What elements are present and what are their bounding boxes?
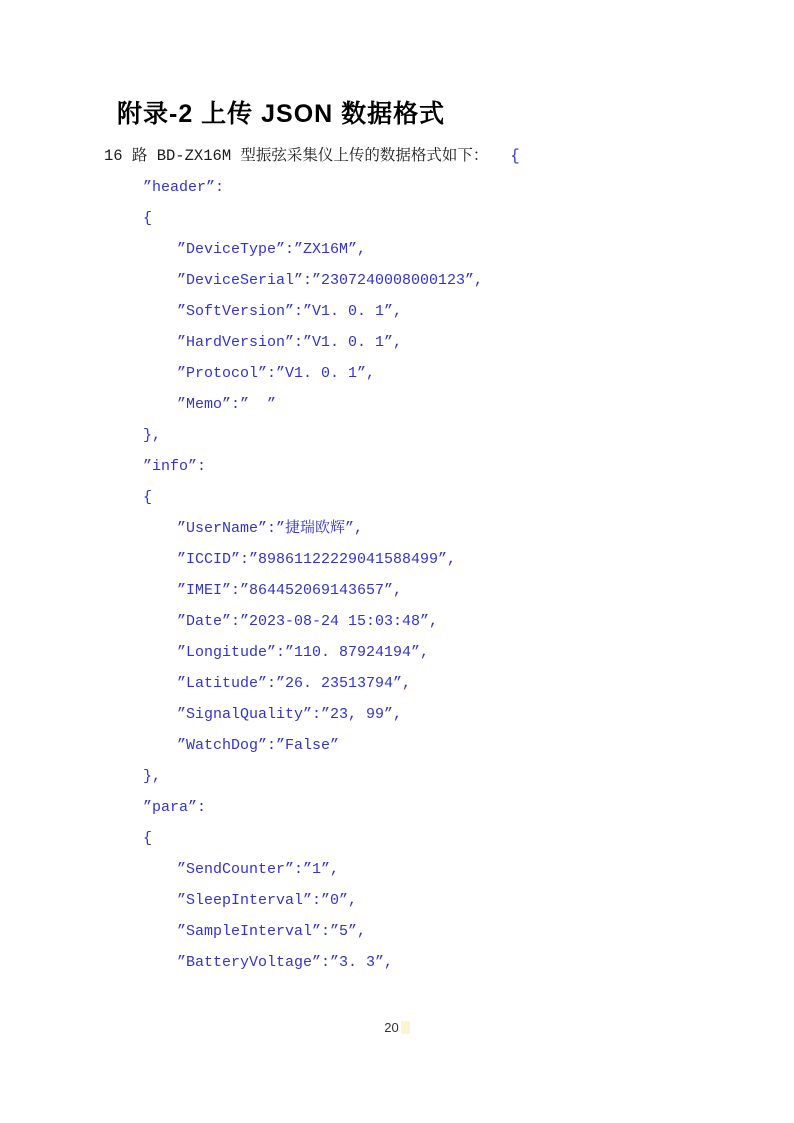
json-code-line: ”SleepInterval”:”0”, (177, 892, 358, 909)
json-code-line: ”Memo”:” ” (177, 396, 277, 413)
json-code-line: ”UserName”:”捷瑞欧辉”, (177, 520, 364, 537)
page-number: 20 (384, 1020, 399, 1035)
intro-open-brace: { (510, 147, 520, 165)
json-code-line: ”ICCID”:”89861122229041588499”, (177, 551, 457, 568)
appendix-title: 附录-2 上传 JSON 数据格式 (117, 100, 446, 128)
json-code-line: ”DeviceSerial”:”2307240008000123”, (177, 272, 484, 289)
json-code-line: ”SendCounter”:”1”, (177, 861, 340, 878)
json-code-line: { (143, 210, 153, 227)
json-code-line: ”Longitude”:”110. 87924194”, (177, 644, 430, 661)
intro-spacer (488, 147, 510, 165)
json-code-block (143, 172, 483, 978)
json-code-line: ”HardVersion”:”V1. 0. 1”, (177, 334, 403, 351)
json-code-line: ”Latitude”:”26. 23513794”, (177, 675, 412, 692)
intro-line (104, 143, 520, 165)
json-code-line: ”DeviceType”:”ZX16M”, (177, 241, 367, 258)
field-shading-mark (401, 1021, 410, 1034)
json-code-line: { (143, 489, 153, 506)
json-code-line: ”header”: (143, 179, 225, 196)
json-code-line: ”SampleInterval”:”5”, (177, 923, 367, 940)
json-code-line: ”IMEI”:”864452069143657”, (177, 582, 403, 599)
json-code-line: ”Protocol”:”V1. 0. 1”, (177, 365, 376, 382)
json-code-line: ”Date”:”2023-08-24 15:03:48”, (177, 613, 439, 630)
json-code-line: }, (143, 427, 162, 444)
json-code-line: ”SignalQuality”:”23, 99”, (177, 706, 403, 723)
json-code-line: { (143, 830, 153, 847)
intro-text: 16 路 BD-ZX16M 型振弦采集仪上传的数据格式如下： (104, 147, 489, 165)
json-code-line: }, (143, 768, 162, 785)
json-code-line: ”BatteryVoltage”:”3. 3”, (177, 954, 394, 971)
page-footer (0, 1020, 794, 1035)
json-code-line: ”info”: (143, 458, 207, 475)
json-code-line: ”para”: (143, 799, 207, 816)
json-code-line: ”WatchDog”:”False” (177, 737, 340, 754)
json-code-line: ”SoftVersion”:”V1. 0. 1”, (177, 303, 403, 320)
